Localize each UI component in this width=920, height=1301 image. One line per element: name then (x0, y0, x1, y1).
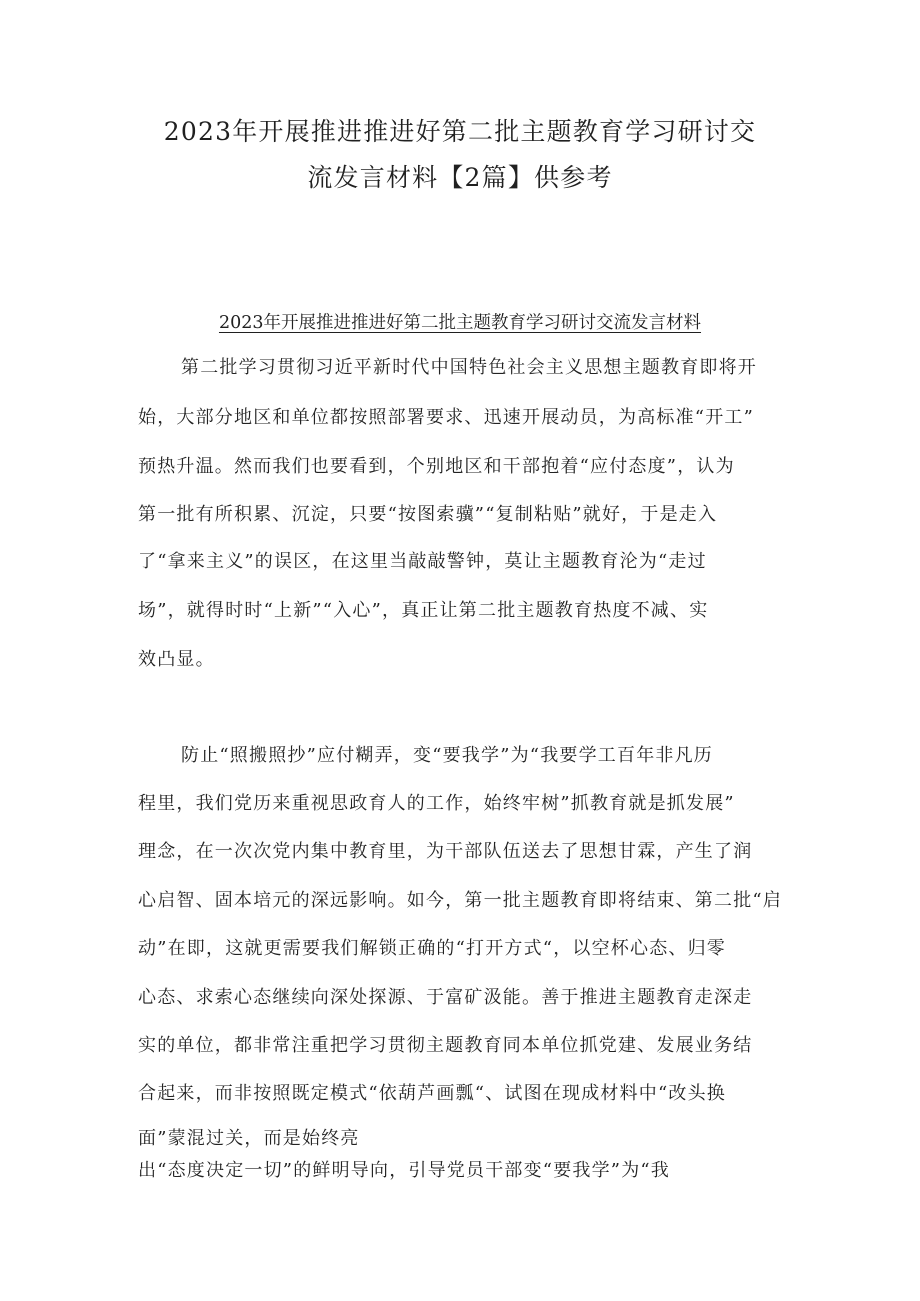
paragraph-2-line: 程里，我们党历来重视思政育人的工作，始终牢树”抓教育就是抓发展” (138, 793, 735, 814)
paragraph-2-line: 动”在即，这就更需要我们解锁正确的“打开方式“，以空杯心态、归零 (138, 938, 727, 959)
paragraph-2-line: 实的单位，都非常注重把学习贯彻主题教育同本单位抓党建、发展业务结 (138, 1035, 753, 1056)
document-title-line-1: 2023年开展推进推进好第二批主题教育学习研讨交 (163, 117, 757, 146)
paragraph-2-line: 出“态度决定一切”的鲜明导向，引导党员干部变“要我学”为“我 (138, 1160, 671, 1181)
paragraph-2-line: 防止“照搬照抄”应付糊弄，变“要我学”为“我要学工百年非凡历 (181, 745, 714, 766)
paragraph-1-line: 了“拿来主义”的误区，在这里当敲敲警钟，莫让主题教育沦为“走过 (138, 551, 707, 572)
paragraph-2-line: 理念，在一次次党内集中教育里，为干部队伍送去了思想甘霖，产生了润 (138, 841, 753, 862)
paragraph-1-line: 预热升温。然而我们也要看到，个别地区和干部抱着“应付态度”，认为 (138, 456, 735, 477)
paragraph-1-line: 第一批有所积累、沉淀，只要“按图索骥”“复制粘贴”就好，于是走入 (138, 504, 718, 525)
paragraph-2-line: 合起来，而非按照既定模式“依葫芦画瓢“、试图在现成材料中“改头换 (138, 1083, 727, 1104)
paragraph-1-line: 始，大部分地区和单位都按照部署要求、迅速开展动员，为高标准“开工” (138, 407, 755, 428)
paragraph-2-line: 心启智、固本培元的深远影响。如今，第一批主题教育即将结束、第二批“启 (138, 890, 782, 911)
paragraph-1-line: 效凸显。 (138, 649, 215, 670)
paragraph-2-line: 面”蒙混过关，而是始终亮 (138, 1128, 360, 1149)
paragraph-1-line: 第二批学习贯彻习近平新时代中国特色社会主义思想主题教育即将开 (181, 357, 757, 378)
section-title: 2023年开展推进推进好第二批主题教育学习研讨交流发言材料 (218, 313, 702, 333)
paragraph-2-line: 心态、求索心态继续向深处探源、于富矿汲能。善于推进主题教育走深走 (138, 987, 753, 1008)
document-title-line-2: 流发言材料【2篇】供参考 (307, 163, 613, 192)
paragraph-1-line: 场”，就得时时“上新”“入心”，真正让第二批主题教育热度不减、实 (138, 600, 709, 621)
